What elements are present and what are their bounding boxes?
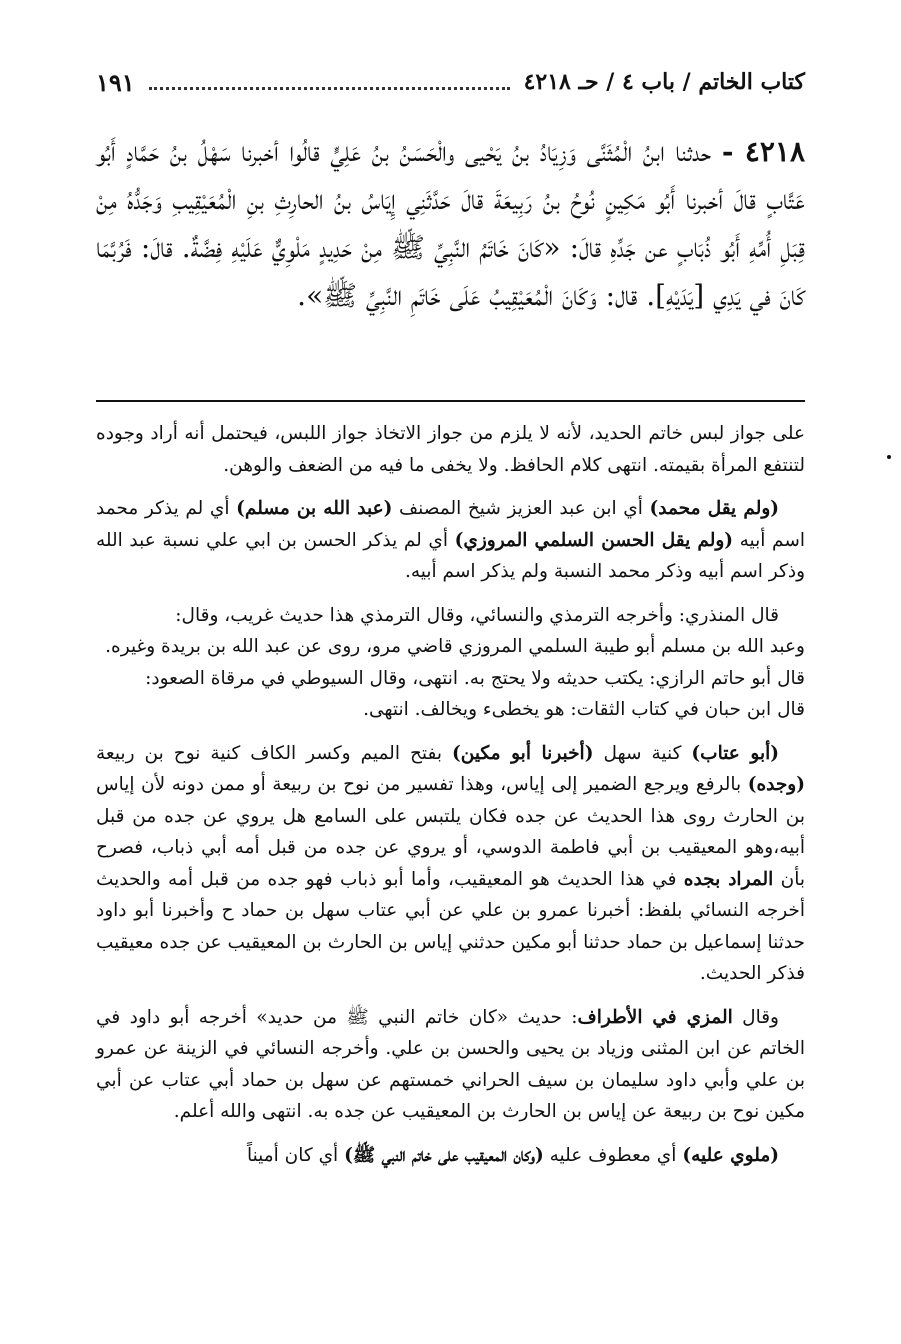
bold-phrase: (أخبرنا أبو مكين) [452, 742, 594, 764]
bold-phrase: (أبو عتاب) [691, 742, 780, 764]
text-run: أي لم يذكر الحسن بن ابي علي نسبة عبد الله وذكر اسم أبيه وذكر محمد النسبة ولم يذكر اسم أبيه. [96, 529, 805, 582]
bold-phrase: المراد بجده [683, 868, 774, 890]
text-run: : حديث «كان خاتم النبي ﷺ من حديد» أخرجه أبو داود في الخاتم عن ابن المثنى وزياد بن يحيى والحسن بن علي. وأخرجه النسائي في الزينة عن عمرو بن علي وأبي داود سليمان بن سيف الحراني خمستهم عن سهل بن حماد أبي عتاب عن أبي مكين نوح بن ربيعة عن إياس بن الحارث بن المعيقيب عن جده به. انتهى والله أعلم. [96, 1006, 805, 1122]
text-run: في هذا الحديث هو المعيقيب، وأما أبو ذباب فهو جده من قبل أمه والحديث أخرجه النسائي بلفظ: أخبرنا عمرو بن علي عن أبي عتاب سهل بن حماد ح وأخبرنا أبو داود حدثنا إسماعيل بن حماد حدثنا أبو مكين حدثني إياس بن الحارث بن المعيقيب عن جده معيقيب فذكر الحديث. [96, 868, 805, 984]
page-header [96, 62, 805, 102]
text-run: أي معطوف عليه [543, 1144, 683, 1166]
commentary-line: قال أبو حاتم الرازي: يكتب حديثه ولا يحتج به. انتهى، وقال السيوطي في مرقاة الصعود: [145, 667, 805, 689]
text-run: وقال [732, 1006, 779, 1028]
hadith-body: حدثنا ابنُ الْمُثَنَّى وَزِيَادُ بنُ يَحْيى والْحَسَنُ بنُ عَلِيٍّ قالُوا أخبرنا سَهْلُ بنُ حَمَّادٍ أَبُو عَتَّابٍ قالَ أخبرنا أَبُو مَكِينٍ نُوحُ بنُ رَبِيعَةَ قالَ حَدَّثَنِي إِيَاسُ بنُ الحارِثِ بنِ الْمُعَيْقِيبِ وَجَدُّهُ مِنْ قِبَلِ أُمِّهِ أَبُو ذُبَابٍ عن جَدِّهِ قالَ: «كَانَ خَاتَمُ النَّبِيِّ ﷺ مِنْ حَدِيدٍ مَلْوِيٌّ عَلَيْهِ فِضَّةٌ. قالَ: فَرُبَّمَا كَانَ في يَدِي [يَدَيْهِ]. قال: وَكَانَ الْمُعَيْقِيبُ عَلَى خَاتَمِ النَّبِيِّ ﷺ». [96, 135, 805, 312]
hadith-text-block [96, 128, 805, 320]
commentary-line: قال ابن حبان في كتاب الثقات: هو يخطىء ويخالف. انتهى. [363, 699, 805, 720]
commentary-paragraph-6 [96, 1140, 805, 1172]
commentary-paragraph-3 [96, 600, 805, 726]
text-run: بالرفع ويرجع الضمير إلى إياس، وهذا تفسير من نوح بن ربيعة أو ممن دونه لأن إياس بن الحارث روى هذا الحديث عن جده فكان يلتبس على السامع هل يروي عن جده من قبل أبيه،وهو المعيقيب بن أبي فاطمة الدوسي، أو يروي عن جده من قبل أمه أبي ذباب، فصرح بأن [96, 774, 805, 890]
text-run: أي لم يذكر محمد اسم أبيه [96, 498, 805, 551]
page-number: ١٩١ [96, 67, 135, 97]
margin-mark [887, 455, 891, 459]
bold-phrase: (وجده) [747, 774, 805, 795]
dotted-leader [149, 87, 510, 90]
bold-phrase: (ملوي عليه) [682, 1144, 779, 1166]
commentary-paragraph-2 [96, 493, 805, 588]
text-run: بفتح الميم وكسر الكاف كنية نوح بن ربيعة [96, 742, 453, 764]
running-title: كتاب الخاتم / باب ٤ / حـ ٤٢١٨ [523, 69, 805, 95]
commentary-line: وعبد الله بن مسلم أبو طيبة السلمي المروزي قاضي مرو، روى عن عبد الله بن بريدة وغيره. [105, 636, 805, 657]
commentary-paragraph-5 [96, 1002, 805, 1128]
commentary-block [96, 418, 805, 1183]
commentary-paragraph-4 [96, 738, 805, 990]
text-run: كنية سهل [593, 742, 692, 764]
hadith-number: ٤٢١٨ - [721, 135, 805, 168]
text-run: أي ابن عبد العزيز شيخ المصنف [392, 498, 650, 519]
commentary-paragraph-1: على جواز لبس خاتم الحديد، لأنه لا يلزم من جواز الاتخاذ جواز اللبس، فيحتمل أنه أراد وجوده لتنتفع المرأة بقيمته. انتهى كلام الحافظ. ولا يخفى ما فيه من الضعف والوهن. [96, 423, 805, 476]
bold-phrase: المزي في الأطراف [577, 1006, 733, 1028]
commentary-line: قال المنذري: وأخرجه الترمذي والنسائي، وقال الترمذي هذا حديث غريب، وقال: [175, 604, 779, 626]
text-run: أي كان أميناً [246, 1144, 345, 1166]
bold-phrase: (ولم يقل محمد) [649, 498, 780, 519]
bold-phrase: (عبد الله بن مسلم) [236, 498, 393, 519]
footnote-separator [96, 400, 805, 402]
bold-phrase: (وكان المعيقيب على خاتم النبي ﷺ) [344, 1144, 544, 1166]
bold-phrase: (ولم يقل الحسن السلمي المروزي) [454, 529, 734, 551]
